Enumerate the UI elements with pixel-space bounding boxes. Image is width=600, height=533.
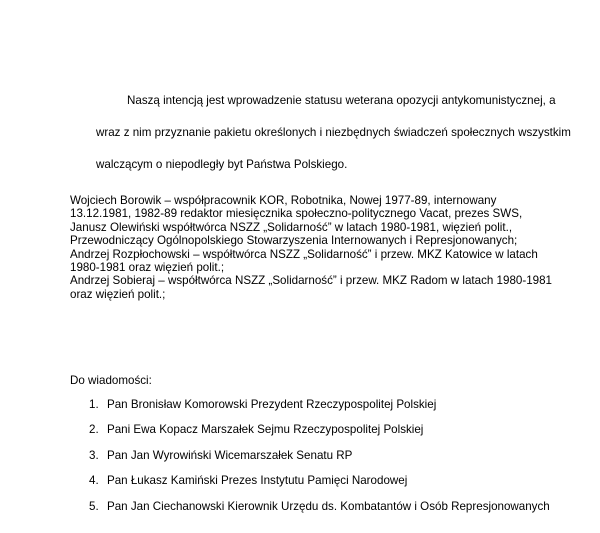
cc-item-text: Pan Jan Wyrowiński Wicemarszałek Senatu RP [107,449,353,462]
cc-item-text: Pani Ewa Kopacz Marszałek Sejmu Rzeczypospolitej Polskiej [107,423,424,436]
intro-paragraph-line-3: walczącym o niepodległy byt Państwa Polskiego. [96,158,348,171]
signers-line: Przewodniczący Ogólnopolskiego Stowarzyszenia Internowanych i Represjonowanych; [70,234,518,248]
cc-item-text: Pan Bronisław Komorowski Prezydent Rzeczypospolitej Polskiej [107,398,437,411]
intro-paragraph-line-2: wraz z nim przyznanie pakietu określonych i niezbędnych świadczeń społecznych wszystkim [96,126,571,139]
signers-line: oraz więzień polit.; [70,287,166,301]
signers-line: Andrzej Sobieraj – współtwórca NSZZ „Solidarność” i przew. MKZ Radom w latach 1980-1981 [70,274,552,288]
cc-item-number: 5. [89,500,99,513]
signers-line: Andrzej Rozpłochowski – współtwórca NSZZ „Solidarność” i przew. MKZ Katowice w latach [70,247,538,261]
cc-heading: Do wiadomości: [70,374,152,387]
cc-item-number: 1. [89,398,99,411]
cc-item-text: Pan Łukasz Kamiński Prezes Instytutu Pamięci Narodowej [107,474,408,487]
signers-line: Wojciech Borowik – współpracownik KOR, Robotnika, Nowej 1977-89, internowany [70,194,497,207]
signers-line: 13.12.1981, 1982-89 redaktor miesięcznika społeczno-politycznego Vacat, prezes SWS, [70,207,523,221]
cc-item-number: 4. [89,474,99,487]
signers-block [70,194,570,301]
cc-item-number: 3. [89,449,99,462]
intro-paragraph-line-1: Naszą intencją jest wprowadzenie statusu weterana opozycji antykomunistycznej, a [127,94,556,107]
cc-item-text: Pan Jan Ciechanowski Kierownik Urzędu ds. Kombatantów i Osób Represjonowanych [107,500,550,513]
signers-line: Janusz Olewiński współtwórca NSZZ „Solidarność” w latach 1980-1981, więzień polit., [70,220,513,234]
cc-item-number: 2. [89,423,99,436]
signers-line: 1980-1981 oraz więzień polit.; [70,261,225,275]
